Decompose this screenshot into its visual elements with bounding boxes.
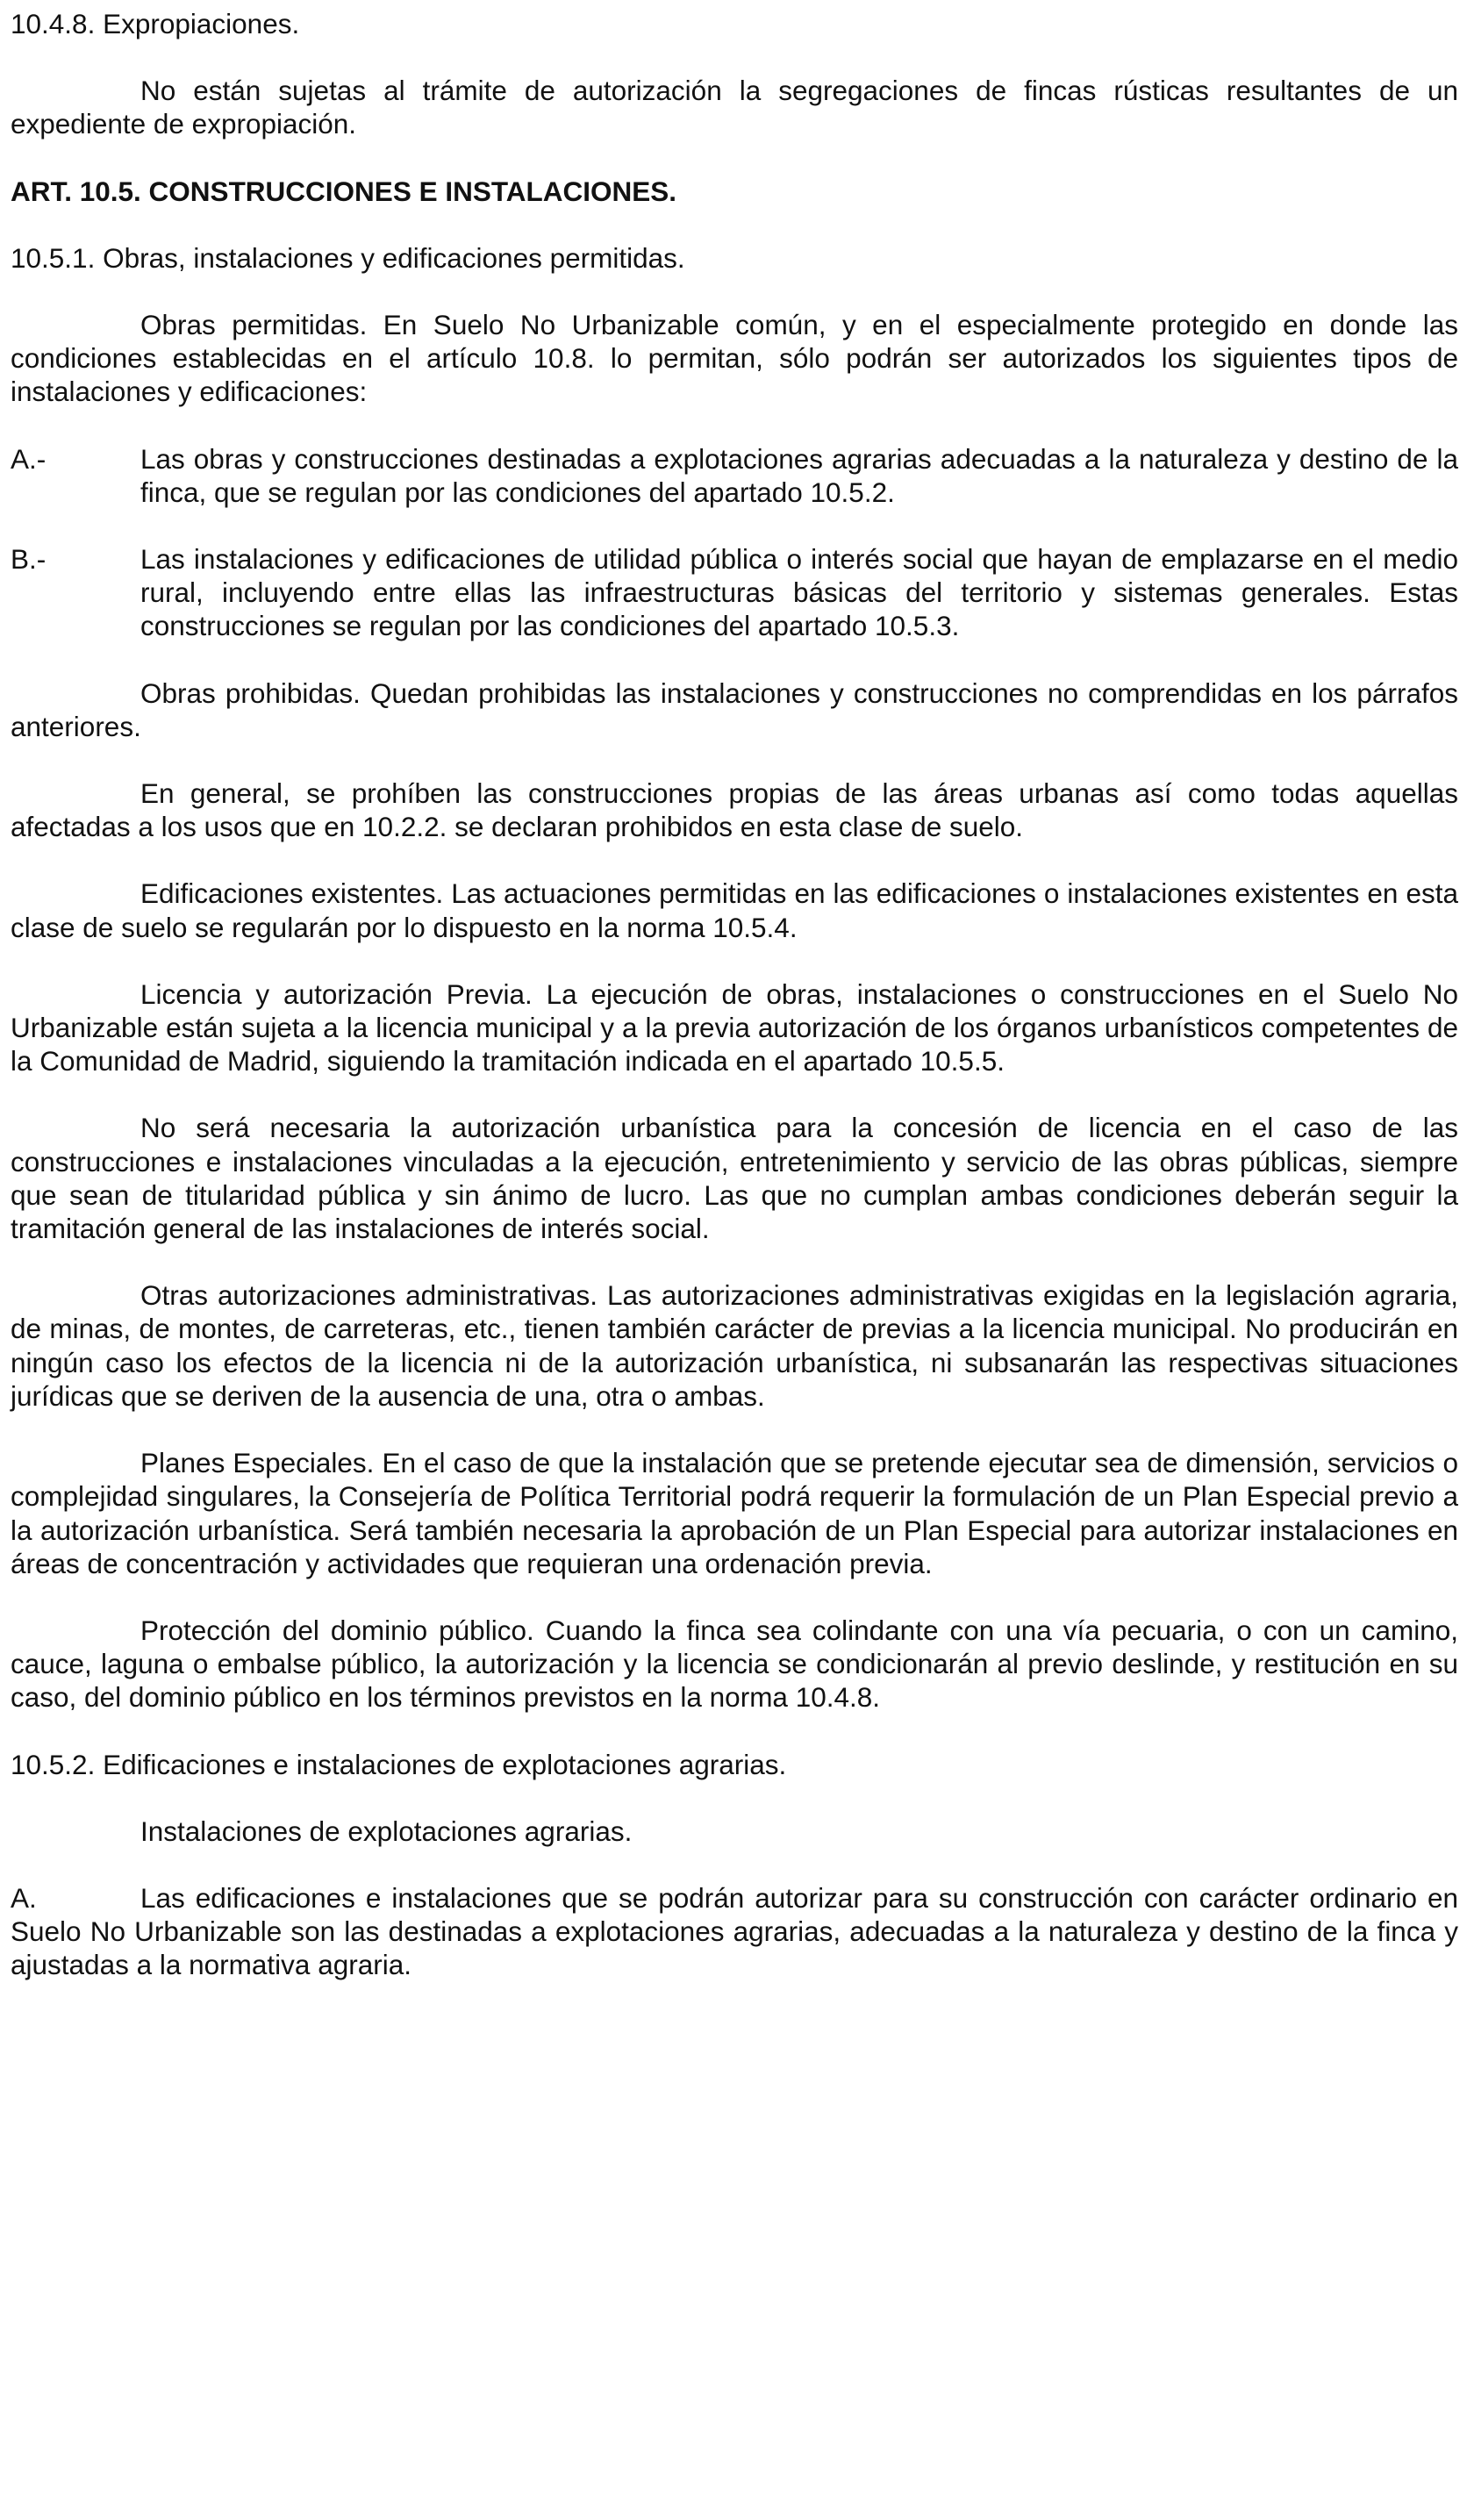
list-item-b-label: B.- bbox=[11, 543, 47, 576]
paragraph-no-sera-necesaria: No será necesaria la autorización urbanística para la concesión de licencia en el caso de las construcciones e instalaciones vinculadas a la ejecución, entretenimiento y servicio de las obras públicas, siempre que sean de titularidad pública y sin ánimo de lucro. Las que no cumplan ambas condiciones deberán seguir la tramitación general de las instalaciones de interés social. bbox=[11, 1112, 1458, 1245]
list-item-a bbox=[11, 442, 1458, 509]
paragraph-item-a-text: Las edificaciones e instalaciones que se podrán autorizar para su construcción con carácter ordinario en Suelo No Urbanizable son las destinadas a explotaciones agrarias, adecuadas a la naturaleza y destino de la finca y ajustadas a la normativa agraria. bbox=[11, 1881, 1458, 1981]
paragraph-licencia-autorizacion: Licencia y autorización Previa. La ejecución de obras, instalaciones o construcciones en el Suelo No Urbanizable están sujeta a la licencia municipal y a la previa autorización de los órganos urbanísticos competentes de la Comunidad de Madrid, siguiendo la tramitación indicada en el apartado 10.5.5. bbox=[11, 977, 1458, 1077]
paragraph-proteccion-dominio-publico: Protección del dominio público. Cuando la finca sea colindante con una vía pecuaria, o con un camino, cauce, laguna o embalse público, la autorización y la licencia se condicionarán al previo deslinde, y restitución en su caso, del dominio público en los términos previstos en la norma 10.4.8. bbox=[11, 1614, 1458, 1714]
section-title-10-5-2: 10.5.2. Edificaciones e instalaciones de explotaciones agrarias. bbox=[11, 1748, 787, 1780]
list-item-b bbox=[11, 542, 1458, 643]
list-item-a-label: A.- bbox=[11, 442, 47, 475]
paragraph-edificaciones-existentes: Edificaciones existentes. Las actuaciones permitidas en las edificaciones o instalaciones existentes en esta clase de suelo se regularán por lo dispuesto en la norma 10.5.4. bbox=[11, 877, 1458, 943]
list-item-b-text: Las instalaciones y edificaciones de utilidad pública o interés social que hayan de emplazarse en el medio rural, incluyendo entre ellas las infraestructuras básicas del territorio y sistemas generales. Estas construcciones se regulan por las condiciones del apartado 10.5.3. bbox=[140, 543, 1458, 642]
subheading-instalaciones-agrarias: Instalaciones de explotaciones agrarias. bbox=[140, 1815, 633, 1847]
paragraph-expropiaciones: No están sujetas al trámite de autorización la segregaciones de fincas rústicas resultantes de un expediente de expropiación. bbox=[11, 75, 1458, 140]
paragraph-planes-especiales: Planes Especiales. En el caso de que la instalación que se pretende ejecutar sea de dimensión, servicios o complejidad singulares, la Consejería de Política Territorial podrá requerir la formulación de un Plan Especial previo a la autorización urbanística. Será también necesaria la aprobación de un Plan Especial para autorizar instalaciones en áreas de concentración y actividades que requieran una ordenación previa. bbox=[11, 1447, 1458, 1579]
article-heading-10-5: ART. 10.5. CONSTRUCCIONES E INSTALACIONES. bbox=[11, 175, 677, 207]
paragraph-item-a-agrarias bbox=[11, 1881, 1458, 1982]
section-title-10-5-1: 10.5.1. Obras, instalaciones y edificaciones permitidas. bbox=[11, 241, 685, 274]
paragraph-obras-permitidas: Obras permitidas. En Suelo No Urbanizable común, y en el especialmente protegido en donde las condiciones establecidas en el artículo 10.8. lo permitan, sólo podrán ser autorizados los siguientes tipos de instalaciones y edificaciones: bbox=[11, 309, 1458, 408]
list-item-a-text: Las obras y construcciones destinadas a explotaciones agrarias adecuadas a la naturaleza y destino de la finca, que se regulan por las condiciones del apartado 10.5.2. bbox=[140, 442, 1458, 508]
document-page bbox=[11, 7, 1458, 2015]
paragraph-otras-autorizaciones: Otras autorizaciones administrativas. Las autorizaciones administrativas exigidas en la legislación agraria, de minas, de montes, de carreteras, etc., tienen también carácter de previas a la licencia municipal. No producirán en ningún caso los efectos de la licencia ni de la autorización urbanística, ni subsanarán las respectivas situaciones jurídicas que se deriven de la ausencia de una, otra o ambas. bbox=[11, 1279, 1458, 1412]
paragraph-item-a-label: A. bbox=[11, 1881, 37, 1914]
paragraph-obras-prohibidas: Obras prohibidas. Quedan prohibidas las instalaciones y construcciones no comprendidas en los párrafos anteriores. bbox=[11, 677, 1458, 742]
section-title-10-4-8: 10.4.8. Expropiaciones. bbox=[11, 8, 300, 39]
paragraph-en-general: En general, se prohíben las construcciones propias de las áreas urbanas así como todas aquellas afectadas a los usos que en 10.2.2. se declaran prohibidos en esta clase de suelo. bbox=[11, 777, 1458, 843]
